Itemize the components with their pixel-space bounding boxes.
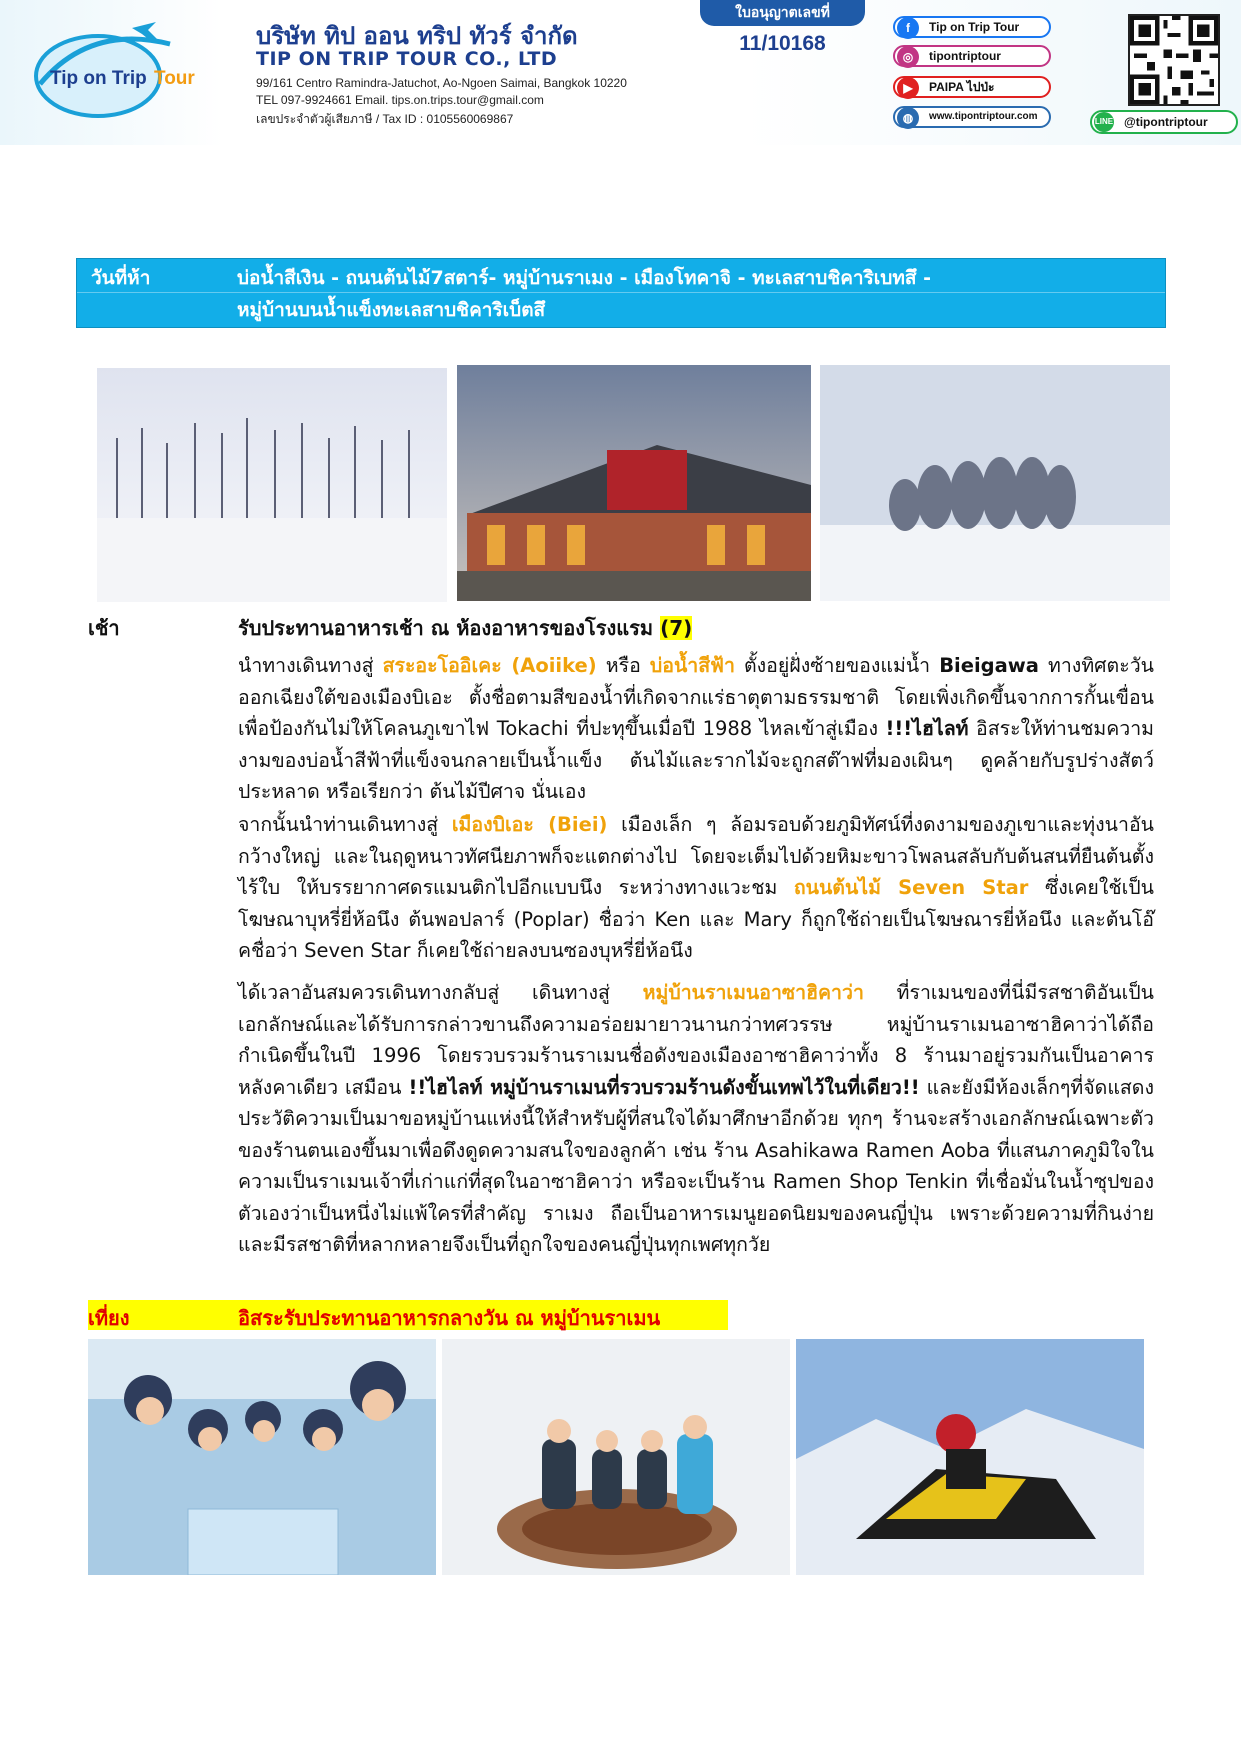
- paragraph-aoiike: [238, 650, 1154, 808]
- facebook-link[interactable]: [893, 16, 1051, 38]
- text-run: อิสระให้ท่านชมความงามของบ่อน้ำสีฟ้าที่แข็งจนกลายเป็นน้ำแข็ง ต้นไม้และรากไม้จะถูกสต๊าฟที่มองเผินๆ ดูคล้ายกับรูปร่างสัตว์ประหลาด หรือเรียกว่า ต้นไม้ปีศาจ นั่นเอง: [238, 717, 1154, 803]
- instagram-label: tipontriptour: [929, 49, 1001, 63]
- paragraph-biei: [238, 809, 1154, 967]
- day-banner: [76, 258, 1166, 328]
- breakfast-text: [238, 612, 692, 644]
- text-run: จากนั้นนำท่านเดินทางสู่: [238, 813, 452, 836]
- highlight-blue-pond: บ่อน้ำสีฟ้า: [649, 654, 735, 677]
- photo-seven-star-trees: [820, 365, 1170, 601]
- highlight-ramen-village: หมู่บ้านราเมนอาซาฮิคาว่า: [642, 981, 864, 1004]
- company-address: 99/161 Centro Ramindra-Jatuchot, Ao-Ngoen Saimai, Bangkok 10220: [256, 76, 627, 90]
- qr-code: [1128, 14, 1220, 106]
- bold-bieigawa: Bieigawa: [939, 654, 1039, 677]
- line-link[interactable]: [1090, 110, 1238, 134]
- text-run: ได้เวลาอันสมควรเดินทางกลับสู่ เดินทางสู่: [238, 981, 643, 1004]
- text-run: ตั้งอยู่ฝั่งซ้ายของแม่น้ำ: [734, 654, 940, 677]
- svg-text:Tip on Trip: Tip on Trip: [50, 68, 147, 89]
- line-icon: LINE: [1094, 112, 1114, 132]
- instagram-icon: ◎: [897, 46, 919, 68]
- photo-hot-spring: [442, 1339, 790, 1575]
- text-run: เมืองเล็ก ๆ ล้อมรอบด้วยภูมิทัศน์ที่งดงามของภูเขาและทุ่งนาอันกว้างใหญ่ และในฤดูหนาวทัศนียภาพก็จะแตกต่างไป โดยจะเต็มไปด้วยหิมะขาวโพลนสลับกับต้นสนที่ยืนต้นตั้งไร้ใบ ให้บรรยากาศดรแมนติกไปอีกแบบนึง ระหว่างทางแวะชม: [238, 813, 1154, 899]
- svg-text:Tour: Tour: [154, 68, 195, 89]
- lunch-bar: [88, 1300, 728, 1330]
- text-run: และยังมีห้องเล็กๆที่จัดแสดงประวัติความเป็นมาขอหมู่บ้านแห่งนี้ให้สำหรับผู้ที่สนใจได้มาศึกษาอีกด้วย ทุกๆ ร้านจะสร้างเอกลักษณ์เฉพาะตัวของร้านตนเองขึ้นมาเพื่อดึงดูดความสนใจของลูกค้า เช่น ร้าน Asahikawa Ramen Aoba ที่แสนภาคภูมิใจในความเป็นราเมนเจ้าที่เก่าแก่ที่สุดในอาซาฮิคาว่า หรือจะเป็นร้าน Ramen Shop Tenkin ที่เชื่อมั่นในน้ำซุปของตัวเองว่าเป็นหนึ่งไม่แพ้ใครที่สำคัญ ราเมง ถือเป็นอาหารเมนูยอดนิยมของคนญี่ปุ่น เพราะด้วยความที่กินง่ายและมีรสชาติที่หลากหลายจึงเป็นที่ถูกใจของคนญี่ปุ่นทุกเพศทุกวัย: [238, 1075, 1154, 1256]
- lunch-label: เที่ยง: [88, 1306, 130, 1330]
- bold-highlight-marker: !!!ไฮไลท์: [885, 717, 969, 740]
- breakfast-meal-code: (7): [660, 616, 693, 640]
- highlight-aoiike: สระอะโออิเคะ (Aoiike): [382, 654, 597, 677]
- website-link[interactable]: [893, 106, 1051, 128]
- lunch-text: อิสระรับประทานอาหารกลางวัน ณ หมู่บ้านราเมน: [238, 1306, 661, 1330]
- text-run: ที่ราเมนของที่นี่มีรสชาติอันเป็นเอกลักษณ์และได้รับการกล่าวขานถึงความอร่อยมายาวนานกว่าทศวรรษ หมู่บ้านราเมนอาซาฮิคาว่าได้ถือกำเนิดขึ้นในปี 1996 โดยรวบรวมร้านราเมนชื่อดังของเมืองอาซาฮิคาว่าทั้ง 8 ร้านมาอยู่รวมกันเป็นอาคารหลังคาเดียว เสมือน: [238, 981, 1154, 1099]
- license-label: ใบอนุญาตเลขที่: [700, 0, 865, 26]
- globe-icon: ◍: [897, 107, 919, 129]
- highlight-seven-star: ถนนต้นไม้ Seven Star: [793, 876, 1029, 899]
- paragraph-ramen-village: [238, 977, 1154, 1261]
- day-title-line-1: บ่อน้ำสีเงิน - ถนนต้นไม้7สตาร์- หมู่บ้านราเมง - เมืองโทคาจิ - ทะเลสาบชิคาริเบทสึ -: [237, 267, 931, 289]
- photo-ice-bar: [88, 1339, 436, 1575]
- license-number: 11/10168: [739, 32, 826, 55]
- facebook-label: Tip on Trip Tour: [929, 20, 1020, 34]
- photo-ramen-village: [457, 365, 811, 601]
- license-box: [700, 0, 865, 62]
- text-run: ซึ่งเคยใช้เป็นโฆษณาบุหรี่ยี่ห้อนึง ต้นพอปลาร์ (Poplar) ชื่อว่า Ken และ Mary ก็ถูกใช้ถ่ายเป็นโฆษณารยี่ห้อนึง และต้นโอ๊คชื่อว่า Seven Star ก็เคยใช้ถ่ายลงบนซองบุหรี่ยี่ห้อนึง: [238, 876, 1154, 962]
- website-label: www.tipontriptour.com: [929, 111, 1038, 122]
- company-name-english: TIP ON TRIP TOUR CO., LTD: [256, 48, 558, 70]
- page-header: [0, 0, 1241, 145]
- company-contact: TEL 097-9924661 Email. tips.on.trips.tour@gmail.com: [256, 93, 544, 107]
- youtube-link[interactable]: [893, 76, 1051, 98]
- instagram-link[interactable]: [893, 45, 1051, 67]
- breakfast-description: รับประทานอาหารเช้า ณ ห้องอาหารของโรงแรม: [238, 616, 654, 640]
- day-title-line-2: หมู่บ้านบนน้ำแข็งทะเลสาบชิคาริเบ็ตสึ: [237, 299, 546, 321]
- youtube-label: PAIPA ไปป่ะ: [929, 80, 995, 94]
- bold-ramen-highlight: !!ไฮไลท์ หมู่บ้านราเมนที่รวบรวมร้านดังขั้นเทพไว้ในที่เดียว!!: [408, 1075, 920, 1099]
- line-label: @tipontriptour: [1124, 115, 1208, 129]
- company-tax-id: เลขประจำตัวผู้เสียภาษี / Tax ID : 0105560069867: [256, 112, 514, 126]
- photo-snowy-forest: [97, 368, 447, 602]
- breakfast-label: เช้า: [88, 616, 120, 640]
- day-label: วันที่ห้า: [91, 267, 151, 289]
- youtube-icon: ▶: [897, 77, 919, 99]
- text-run: นำทางเดินทางสู่: [238, 654, 383, 677]
- company-name-thai: บริษัท ทิป ออน ทริป ทัวร์ จำกัด: [256, 22, 578, 50]
- text-run: หรือ: [596, 654, 650, 677]
- highlight-biei: เมืองบิเอะ (Biei): [451, 813, 608, 836]
- company-logo: [20, 14, 220, 124]
- facebook-icon: f: [897, 17, 919, 39]
- photo-snowmobile: [796, 1339, 1144, 1575]
- text-run: ทางทิศตะวันออกเฉียงใต้ของเมืองบิเอะ ตั้งชื่อตามสีของน้ำที่เกิดจากแร่ธาตุตามธรรมชาติ โดยเพิ่งเกิดขึ้นจากการกั้นเขื่อนเพื่อป้องกันไม่ให้โคลนภูเขาไฟ Tokachi ที่ปะทุขึ้นเมื่อปี 1988 ไหลเข้าสู่เมือง: [238, 654, 1154, 740]
